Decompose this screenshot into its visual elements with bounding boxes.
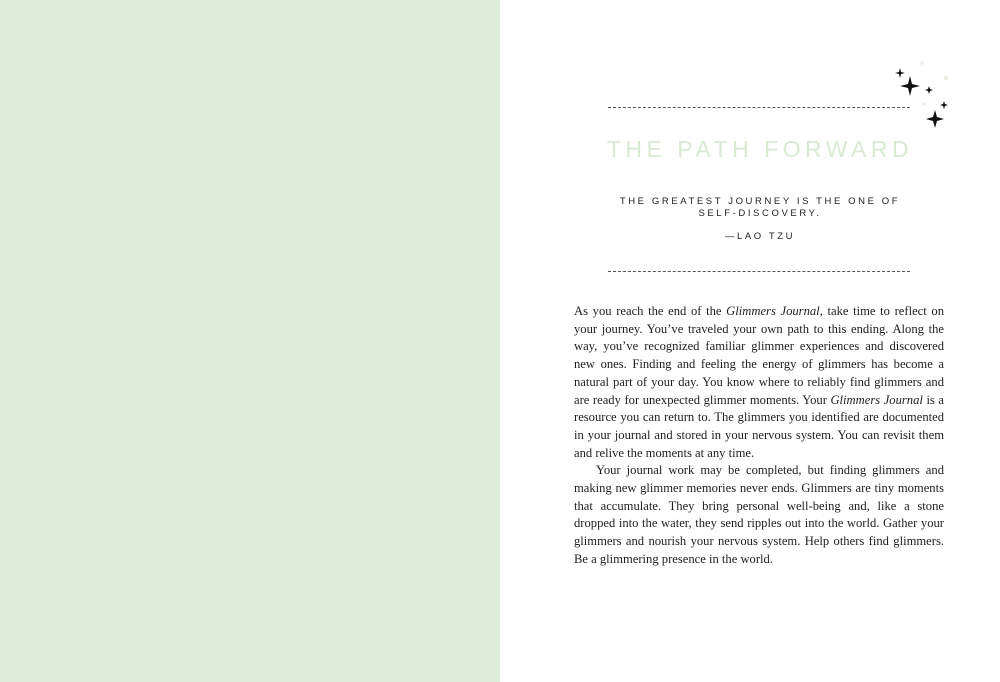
journal-title-italic: Glimmers Journal	[830, 392, 923, 407]
epigraph-attribution: —LAO TZU	[724, 231, 796, 242]
sparkles-icon	[888, 58, 958, 138]
paragraph-2: Your journal work may be completed, but finding glimmers and making new glimmer memories never ends. Glimmers are tiny moments that accumulate. They bring personal well-being and, like a stone dropped into the water, they send ripples out into the world. Gather your glimmers and nourish your nervous system. Help others find glimmers. Be a glimmering presence in the world.	[574, 463, 944, 566]
chapter-title: THE PATH FORWARD	[606, 136, 914, 162]
paragraph-1-text-c: is a resource you can return to. The glimmers you identified are documented in your journal and stored in your nervous system. You can revisit them and relive the moments at any time.	[574, 392, 944, 460]
bottom-dashed-divider	[608, 271, 910, 272]
top-dashed-divider	[608, 107, 910, 108]
body-text	[574, 303, 944, 569]
paragraph-1	[574, 303, 944, 462]
paragraph-1-text-b: , take time to reflect on your journey. You’ve traveled your own path to this ending. Along the way, you’ve recognized familiar glimmer experiences and discovered new ones. Finding and feeling the energy of glimmers has become a natural part of your day. You know where to reliably find glimmers and are ready for unexpected glimmer moments. Your	[574, 304, 945, 407]
right-page	[500, 0, 1000, 682]
epigraph-line-1: THE GREATEST JOURNEY IS THE ONE OF	[619, 196, 901, 207]
paragraph-1-text-a: As you reach the end of the	[574, 304, 727, 318]
epigraph-line-2: SELF-DISCOVERY.	[698, 208, 822, 219]
journal-title-italic: Glimmers Journal	[726, 304, 820, 318]
epigraph	[600, 196, 920, 243]
